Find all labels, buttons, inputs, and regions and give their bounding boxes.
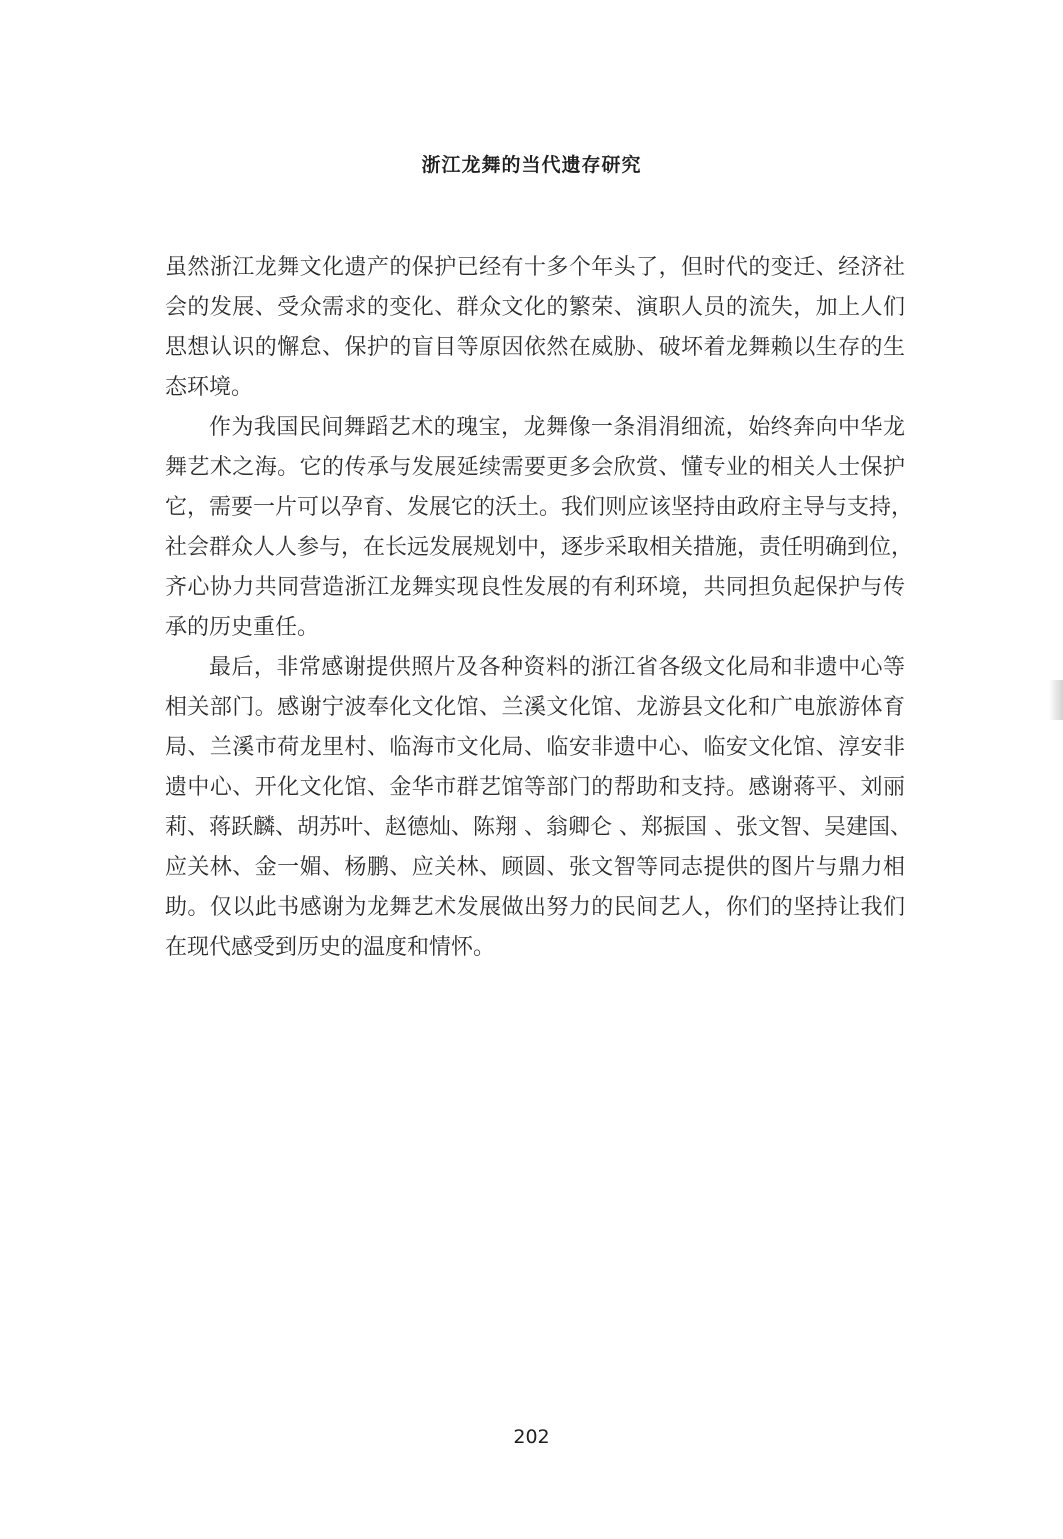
text-line: 遗中心、开化文化馆、金华市群艺馆等部门的帮助和支持。感谢蒋平、刘丽 bbox=[165, 775, 905, 800]
text-line: 齐心协力共同营造浙江龙舞实现良性发展的有利环境，共同担负起保护与传 bbox=[165, 575, 905, 600]
text-line: 相关部门。感谢宁波奉化文化馆、兰溪文化馆、龙游县文化和广电旅游体育 bbox=[165, 695, 905, 720]
text-line: 应关林、金一媚、杨鹏、应关林、顾圆、张文智等同志提供的图片与鼎力相 bbox=[165, 855, 905, 880]
text-line: 助。仅以此书感谢为龙舞艺术发展做出努力的民间艺人，你们的坚持让我们 bbox=[165, 895, 905, 920]
text-line: 思想认识的懈怠、保护的盲目等原因依然在威胁、破坏着龙舞赖以生存的生 bbox=[165, 335, 905, 360]
text-line: 虽然浙江龙舞文化遗产的保护已经有十多个年头了，但时代的变迁、经济社 bbox=[165, 255, 905, 280]
text-line: 局、兰溪市荷龙里村、临海市文化局、临安非遗中心、临安文化馆、淳安非 bbox=[165, 735, 905, 760]
page-number: 202 bbox=[513, 1426, 550, 1448]
running-header: 浙江龙舞的当代遗存研究 bbox=[421, 154, 642, 176]
text-line: 作为我国民间舞蹈艺术的瑰宝，龙舞像一条涓涓细流，始终奔向中华龙 bbox=[209, 415, 905, 440]
text-line: 会的发展、受众需求的变化、群众文化的繁荣、演职人员的流失，加上人们 bbox=[165, 295, 905, 320]
text-line: 社会群众人人参与，在长远发展规划中，逐步采取相关措施，责任明确到位， bbox=[165, 535, 914, 560]
page-edge-shadow bbox=[1049, 680, 1063, 720]
text-line: 它，需要一片可以孕育、发展它的沃土。我们则应该坚持由政府主导与支持， bbox=[165, 495, 914, 520]
text-line: 在现代感受到历史的温度和情怀。 bbox=[165, 935, 496, 960]
text-line: 承的历史重任。 bbox=[165, 615, 320, 640]
text-line: 态环境。 bbox=[165, 375, 254, 400]
text-line: 莉、蒋跃麟、胡苏叶、赵德灿、陈翔 、翁卿仑 、郑振国 、张文智、吴建国、 bbox=[165, 815, 912, 840]
text-line: 舞艺术之海。它的传承与发展延续需要更多会欣赏、懂专业的相关人士保护 bbox=[165, 455, 905, 480]
body-text bbox=[165, 248, 914, 968]
text-line: 最后，非常感谢提供照片及各种资料的浙江省各级文化局和非遗中心等 bbox=[209, 655, 905, 680]
